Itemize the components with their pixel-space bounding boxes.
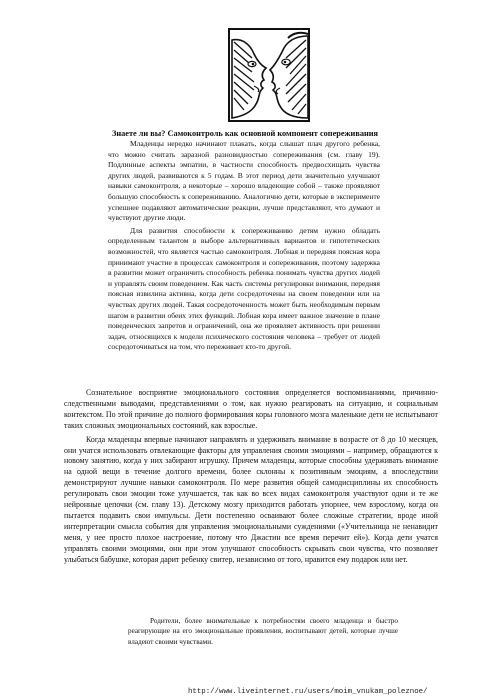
main-paragraph: Сознательное восприятие эмоционального состояния определяется воспоминаниями, причинно-следственными выводами, представлениями о том, как нужно реагировать на ситуацию, и социальным контекстом. По этой причине до полного формирования коры головного мозга маленькие дети не испытывают таких сложных эмоциональных состояний, как взрослые.	[64, 388, 438, 430]
sidebar-box-title: Знаете ли вы? Самоконтроль как основной компонент сопереживания	[111, 129, 379, 138]
box-paragraph: Для развития способности к сопереживанию детям нужно обладать определенным талантом в выборе альтернативных вариантов и гипотетических возможностей, что является частью самоконтроля. Лобная и передняя поясная кора принимают участие в процессах самоконтроля и сопереживания, поэтому задержка в развитии может ограничить способность ребенка понимать чувства других людей и управлять своим поведением. Как часть системы регулировки внимания, передняя поясная извилина активна, когда дети сосредоточены на своем поведении или на чувствах других людей. Такая сосредоточенность может быть необходимым первым шагом в развитии обеих этих функций. Лобная кора имеет важное значение в плане поведенческих запретов и ограничений, она же проявляет активность при решении задач, относящихся к модели психического состояния человека – требует от людей сосредоточиваться на том, что переживает кто-то другой.	[108, 225, 380, 352]
sidebar-box	[108, 139, 380, 353]
main-text	[64, 388, 438, 566]
box-paragraph: Младенцы нередко начинают плакать, когда слышат плач другого ребенка, что можно считать заразной разновидностью сопереживания (см. главу 19). Подлинные аспекты эмпатии, в частности способность предвосхищать чувства других людей, развиваются к 5 годам. В этот период дети значительно улучшают навыки самоконтроля, а некоторые – хорошо владеющие собой – также проявляют большую способность к сопереживанию. Аналогично дети, которые в эксперименте успешнее подавляют автоматические реакции, лучше представляют, что думают и чувствуют другие люди.	[108, 139, 380, 223]
main-paragraph: Когда младенцы впервые начинают направлять и удерживать внимание в возрасте от 8 до 10 месяцев, они учатся использовать отвлекающие факторы для управления своими эмоциями – например, обращаются к новому занятию, когда у них забирают игрушку. Причем младенцы, которые способны удерживать внимание на одной вещи в течение долгого времени, более склонны к позитивным эмоциям, а впоследствии демонстрируют лучшие навыки самоконтроля. По мере развития общей самодисциплины их способность регулировать свои эмоции тоже улучшается, так как во всех видах самоконтроля участвуют одни и те же нейронные цепочки (см. главу 13). Детскому мозгу приходится работать упорнее, чем взрослому, когда он пытается подавить свои импульсы. Дети постепенно осваивают более сложные стратегии, вроде иной интерпретации смысла события для управления эмоциональными суждениями («Учительница не ненавидит меня, у нее просто плохое настроение, потому что Джастин все время перечит ей»). Когда дети учатся управлять своими эмоциями, они при этом улучшают способность скрывать свои чувства, что позволяет улыбаться бабушке, которая дарит ребенку свитер, независимо от того, нравится ему подарок или нет.	[64, 434, 438, 564]
summary-note	[128, 616, 398, 647]
two-faces-illustration-icon	[228, 28, 310, 122]
summary-paragraph: Родители, более внимательные к потребностям своего младенца и быстро реагирующие на его эмоциональные проявления, воспитывают детей, которые лучше владеют своими чувствами.	[128, 617, 398, 646]
footer-url-link[interactable]: http://www.liveinternet.ru/users/moim_vnukam_poleznoe/	[188, 688, 428, 696]
